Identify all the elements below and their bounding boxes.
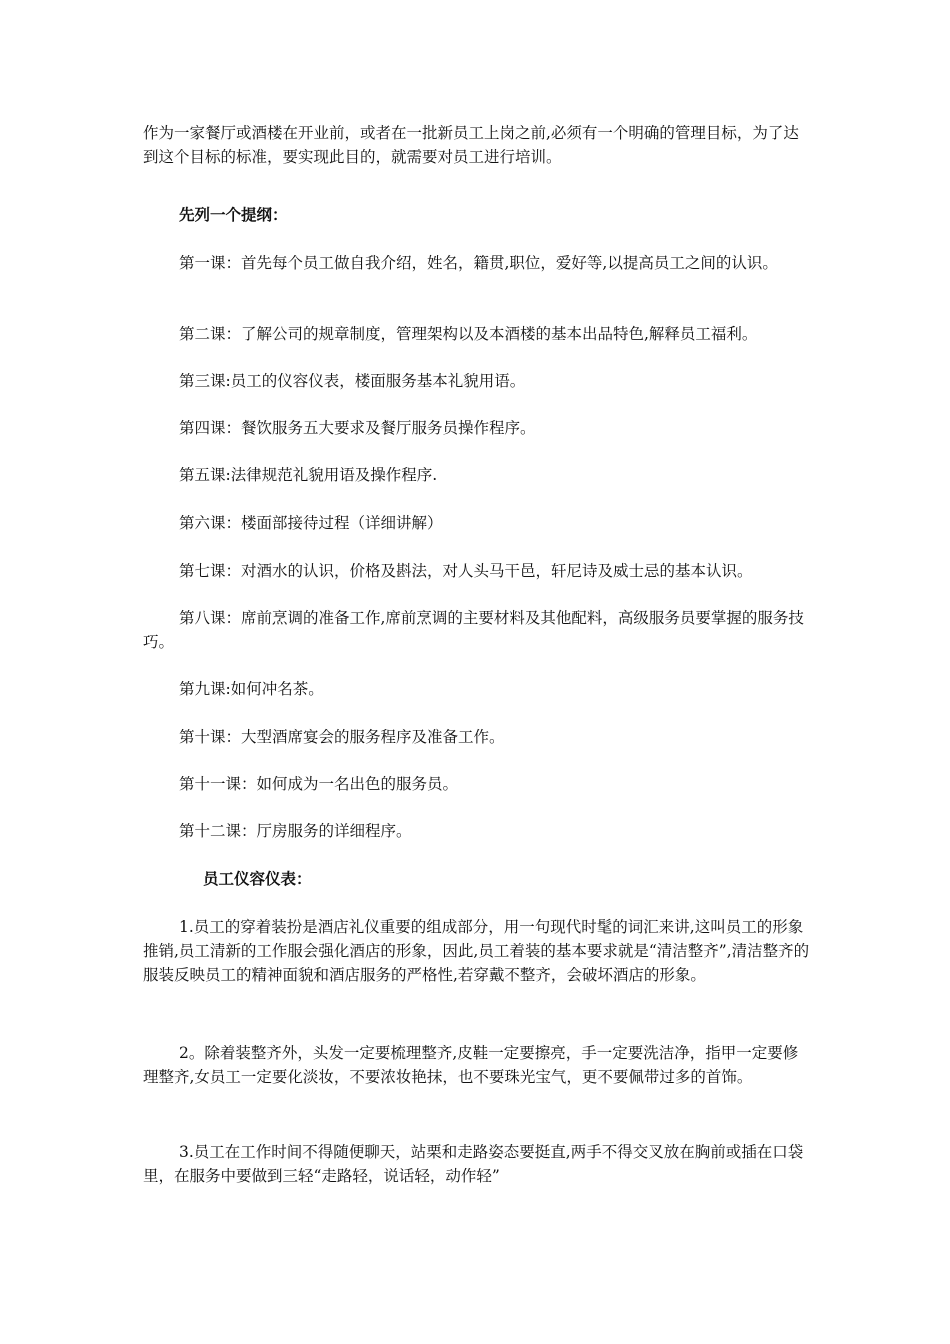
lesson-6: 第六课：楼面部接待过程（详细讲解）	[179, 514, 443, 532]
lesson-2: 第二课：了解公司的规章制度，管理架构以及本酒楼的基本出品特色,解释员工福利。	[179, 325, 758, 343]
intro-paragraph: 作为一家餐厅或酒楼在开业前，或者在一批新员工上岗之前,必须有一个明确的管理目标，为了达到这个目标的标准，要实现此目的，就需要对员工进行培训。	[143, 124, 799, 166]
lesson-1: 第一课：首先每个员工做自我介绍，姓名，籍贯,职位，爱好等,以提高员工之间的认识。	[179, 254, 778, 272]
appearance-heading: 员工仪容仪表：	[203, 869, 312, 888]
lesson-12: 第十二课：厅房服务的详细程序。	[179, 822, 412, 840]
lesson-4: 第四课：餐饮服务五大要求及餐厅服务员操作程序。	[179, 419, 536, 437]
lesson-8: 第八课：席前烹调的准备工作,席前烹调的主要材料及其他配料，高级服务员要掌握的服务技巧。	[143, 609, 804, 651]
lesson-3: 第三课:员工的仪容仪表，楼面服务基本礼貌用语。	[179, 372, 526, 390]
appearance-item-1: 1.员工的穿着装扮是酒店礼仪重要的组成部分，用一句现代时髦的词汇来讲,这叫员工的形象推销,员工清新的工作服会强化酒店的形象，因此,员工着装的基本要求就是“清洁整齐”,清洁整齐的服装反映员工的精神面貌和酒店服务的严格性,若穿戴不整齐，会破坏酒店的形象。	[143, 918, 810, 984]
lesson-5: 第五课:法律规范礼貌用语及操作程序.	[179, 466, 438, 484]
appearance-item-2: 2。除着装整齐外，头发一定要梳理整齐,皮鞋一定要擦亮，手一定要洗洁净，指甲一定要修理整齐,女员工一定要化淡妆，不要浓妆艳抹，也不要珠光宝气，更不要佩带过多的首饰。	[143, 1044, 799, 1086]
lesson-11: 第十一课：如何成为一名出色的服务员。	[179, 775, 459, 793]
outline-heading: 先列一个提纲：	[179, 205, 288, 224]
lesson-9: 第九课:如何冲名茶。	[179, 680, 324, 698]
lesson-10: 第十课：大型酒席宴会的服务程序及准备工作。	[179, 728, 505, 746]
lesson-7: 第七课：对酒水的认识，价格及斟法，对人头马干邑，轩尼诗及威士忌的基本认识。	[179, 562, 753, 580]
appearance-item-3: 3.员工在工作时间不得随便聊天，站栗和走路姿态要挺直,两手不得交叉放在胸前或插在口袋里，在服务中要做到三轻“走路轻，说话轻，动作轻”	[143, 1143, 804, 1185]
